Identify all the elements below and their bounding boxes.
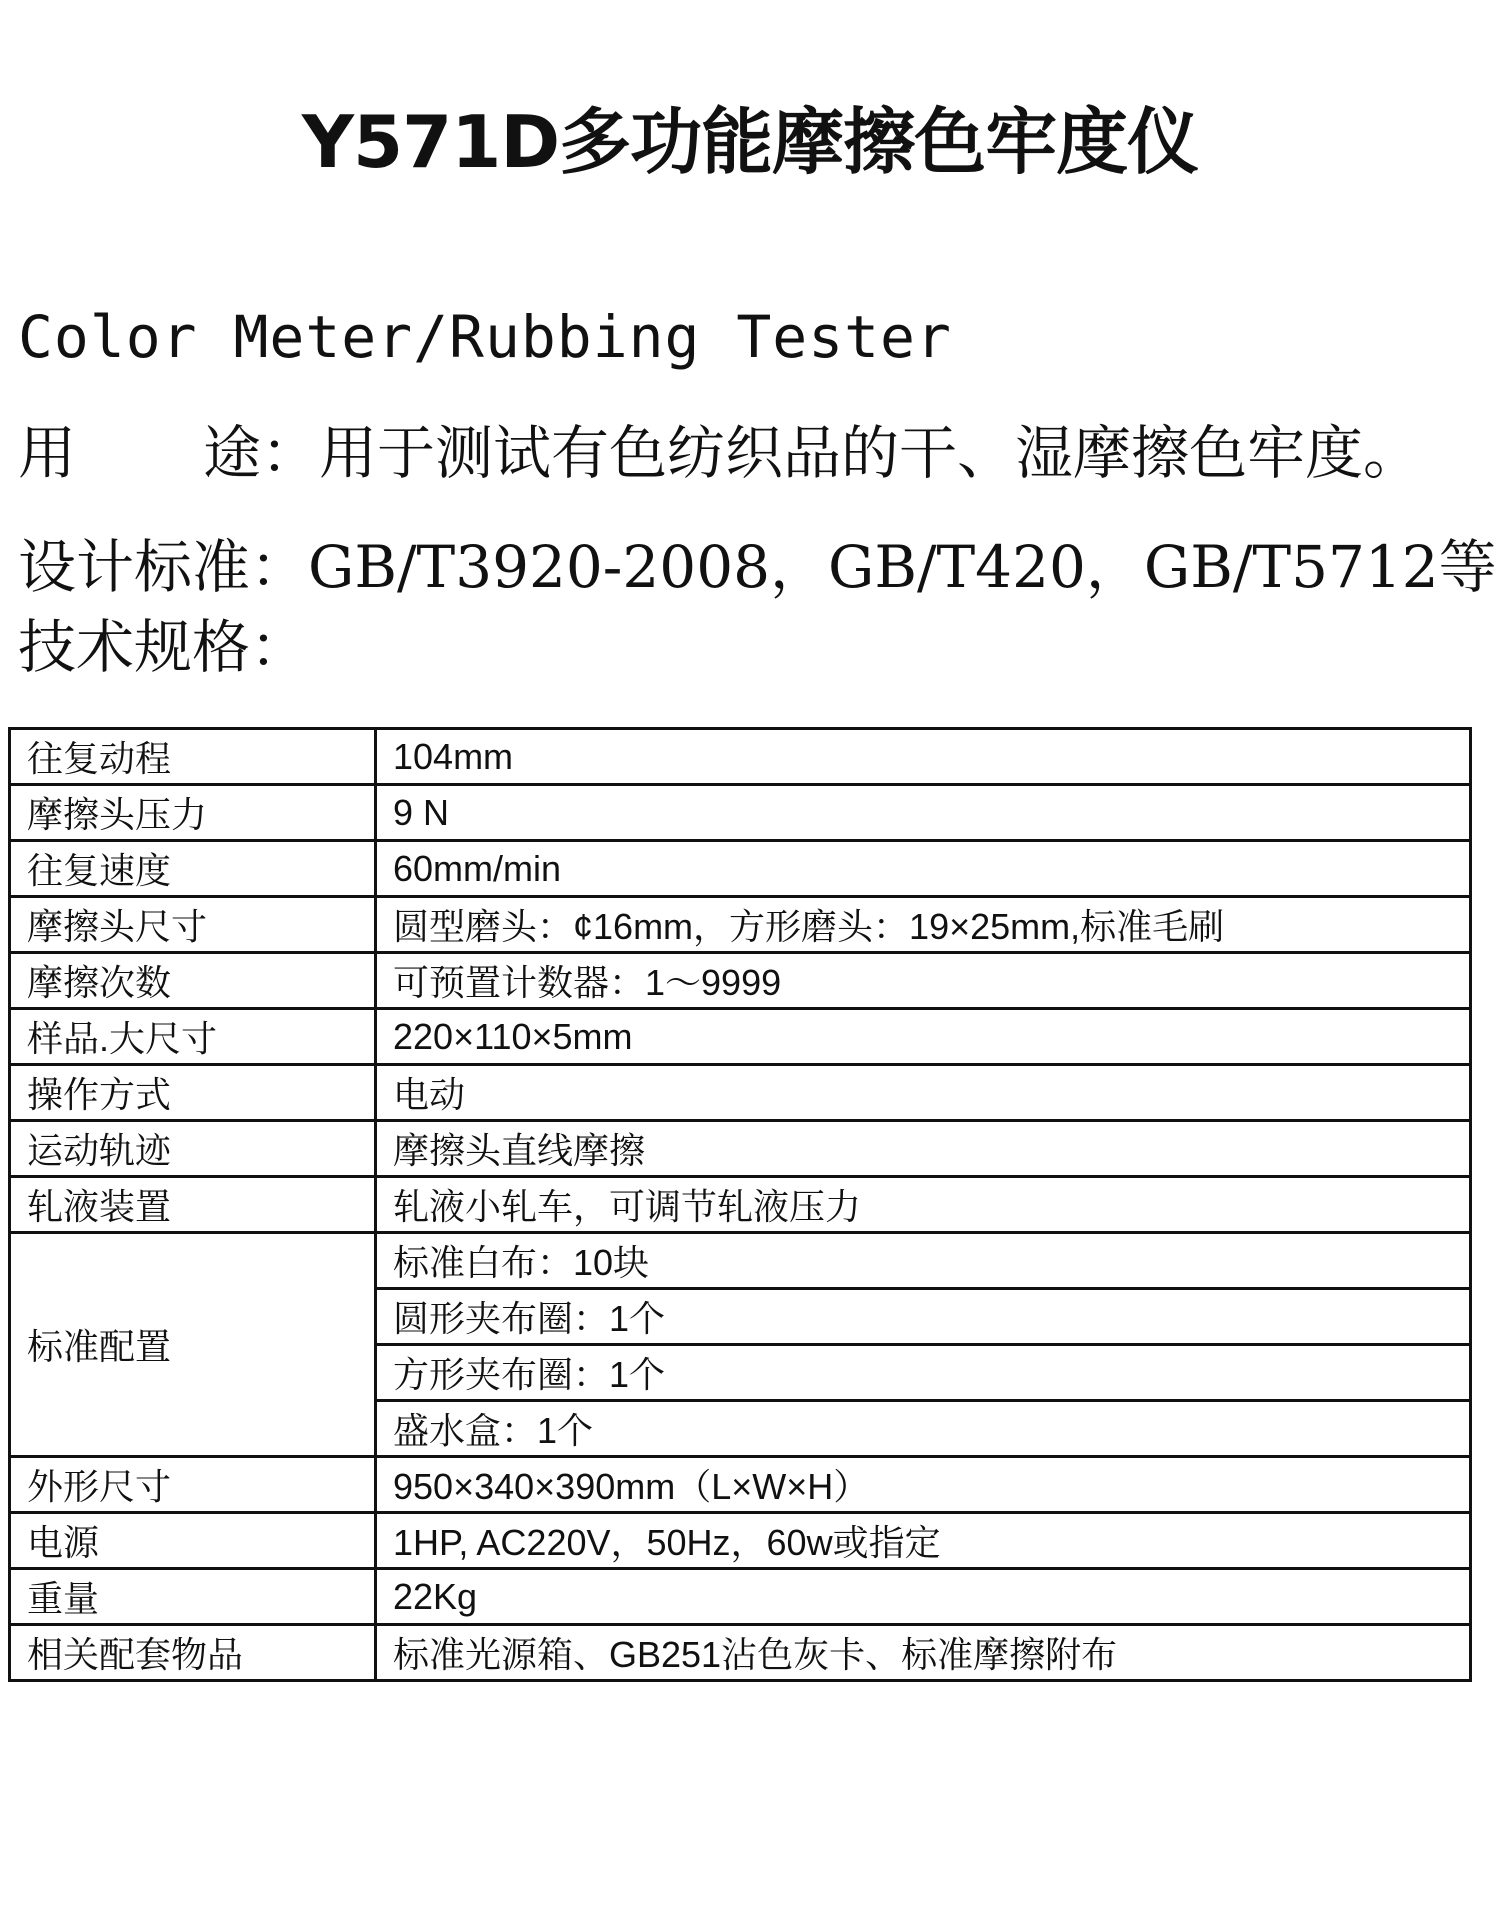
table-row [10, 1457, 1471, 1513]
table-row [10, 1513, 1471, 1569]
table-row [10, 1121, 1471, 1177]
spec-value: 摩擦头直线摩擦 [376, 1121, 1471, 1177]
spec-value: 圆型磨头：¢16mm，方形磨头：19×25mm,标准毛刷 [376, 897, 1471, 953]
spec-value: 可预置计数器：1～9999 [376, 953, 1471, 1009]
table-row [10, 1569, 1471, 1625]
page-title: Y571D多功能摩擦色牢度仪 [301, 100, 1199, 184]
spec-key: 标准配置 [10, 1233, 376, 1457]
usage-label-end: 途： [203, 419, 320, 487]
spec-key: 运动轨迹 [10, 1121, 376, 1177]
spec-value: 1HP, AC220V，50Hz，60w或指定 [376, 1513, 1471, 1569]
spec-value: 220×110×5mm [376, 1009, 1471, 1065]
spec-value: 104mm [376, 729, 1471, 785]
spec-key: 往复速度 [10, 841, 376, 897]
spec-key: 轧液装置 [10, 1177, 376, 1233]
spec-value: 950×340×390mm（L×W×H） [376, 1457, 1471, 1513]
spec-key: 外形尺寸 [10, 1457, 376, 1513]
spec-key: 样品.大尺寸 [10, 1009, 376, 1065]
table-row [10, 1233, 1471, 1289]
standard-label: 设计标准： [18, 533, 309, 601]
table-row [10, 953, 1471, 1009]
table-row [10, 897, 1471, 953]
spec-key: 电源 [10, 1513, 376, 1569]
usage-line [18, 416, 1421, 490]
spec-value: 标准光源箱、GB251沾色灰卡、标准摩擦附布 [376, 1625, 1471, 1681]
spec-value: 9 N [376, 785, 1471, 841]
spec-value: 轧液小轧车，可调节轧液压力 [376, 1177, 1471, 1233]
usage-label-start: 用 [18, 419, 77, 487]
spec-key: 摩擦头尺寸 [10, 897, 376, 953]
spec-key: 重量 [10, 1569, 376, 1625]
spec-table [8, 727, 1472, 1682]
table-row [10, 1177, 1471, 1233]
standard-line [18, 530, 1497, 604]
spec-value: 盛水盒：1个 [376, 1401, 1471, 1457]
usage-text: 用于测试有色纺织品的干、湿摩擦色牢度。 [319, 419, 1422, 487]
spec-key: 操作方式 [10, 1065, 376, 1121]
table-row [10, 1009, 1471, 1065]
spec-key: 摩擦次数 [10, 953, 376, 1009]
table-row [10, 1065, 1471, 1121]
spec-value: 方形夹布圈：1个 [376, 1345, 1471, 1401]
table-row [10, 1625, 1471, 1681]
spec-key: 相关配套物品 [10, 1625, 376, 1681]
spec-key: 摩擦头压力 [10, 785, 376, 841]
spec-value: 标准白布：10块 [376, 1233, 1471, 1289]
spec-value: 圆形夹布圈：1个 [376, 1289, 1471, 1345]
specs-heading: 技术规格： [18, 613, 309, 681]
table-row [10, 841, 1471, 897]
table-row [10, 729, 1471, 785]
spec-key: 往复动程 [10, 729, 376, 785]
spec-value: 电动 [376, 1065, 1471, 1121]
standard-text: GB/T3920-2008，GB/T420，GB/T5712等 [308, 533, 1497, 601]
spec-value: 60mm/min [376, 841, 1471, 897]
table-row [10, 785, 1471, 841]
product-subtitle: Color Meter/Rubbing Tester [18, 303, 952, 371]
spec-value: 22Kg [376, 1569, 1471, 1625]
